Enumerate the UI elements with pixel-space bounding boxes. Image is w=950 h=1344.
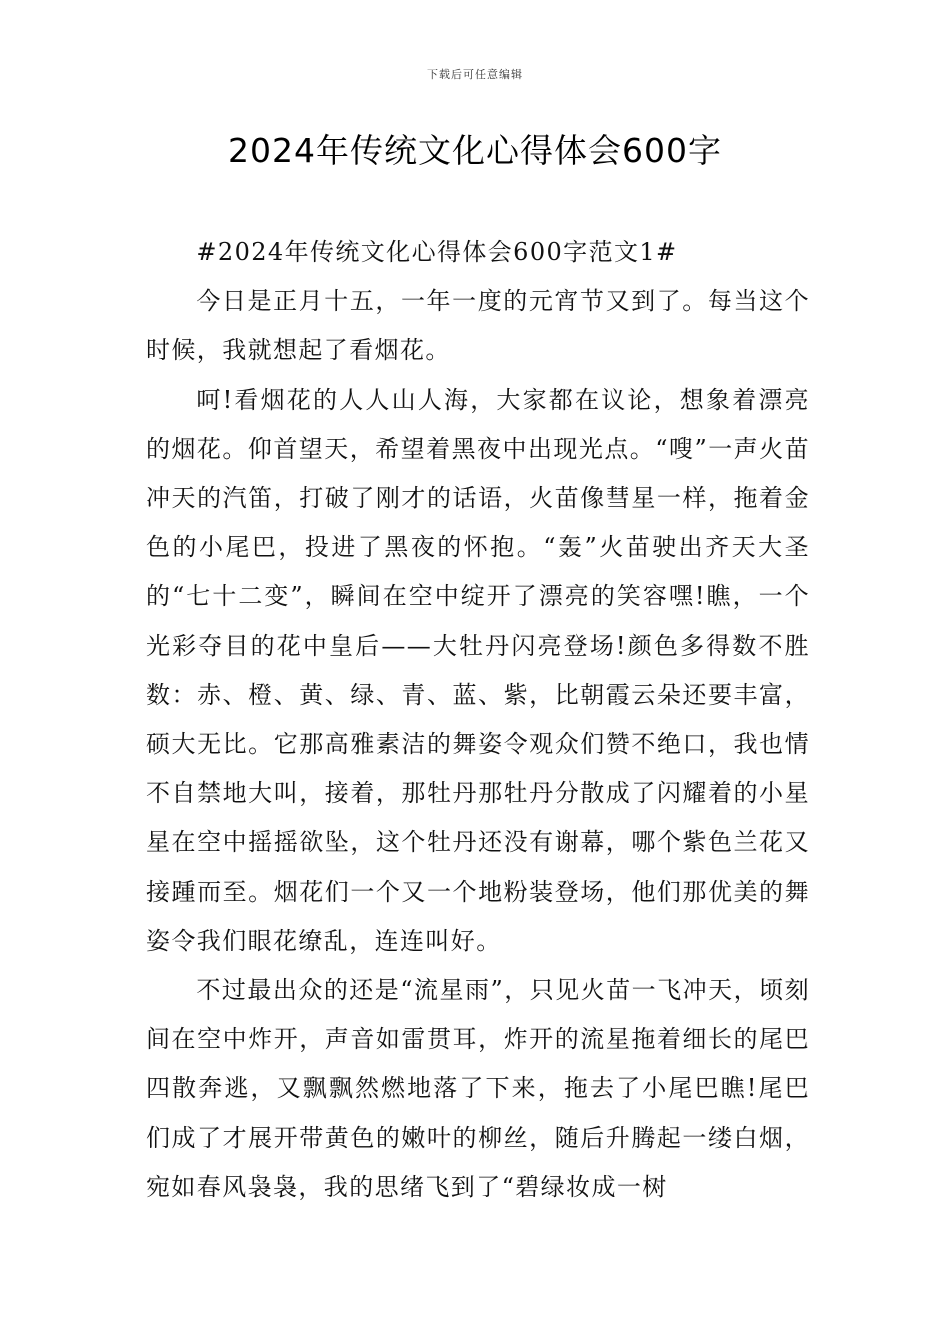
paragraph-2: 呵!看烟花的人人山人海，大家都在议论，想象着漂亮的烟花。仰首望天，希望着黑夜中出现光点。“嗖”一声火苗冲天的汽笛，打破了刚才的话语，火苗像彗星一样，拖着金色的小尾巴，投进了黑夜的怀抱。“轰”火苗驶出齐天大圣的“七十二变”，瞬间在空中绽开了漂亮的笑容嘿!瞧，一个光彩夺目的花中皇后——大牡丹闪亮登场!颜色多得数不胜数：赤、橙、黄、绿、青、蓝、紫，比朝霞云朵还要丰富，硕大无比。它那高雅素洁的舞姿令观众们赞不绝口，我也情不自禁地大叫，接着，那牡丹那牡丹分散成了闪耀着的小星星在空中摇摇欲坠，这个牡丹还没有谢幕，哪个紫色兰花又接踵而至。烟花们一个又一个地粉装登场，他们那优美的舞姿令我们眼花缭乱，连连叫好。	[146, 385, 810, 955]
section-heading: #2024年传统文化心得体会600字范文1#	[196, 238, 678, 266]
document-body	[146, 228, 810, 1212]
header-note: 下载后可任意编辑	[427, 68, 523, 81]
paragraph-3: 不过最出众的还是“流星雨”，只见火苗一飞冲天，顷刻间在空中炸开，声音如雷贯耳，炸开的流星拖着细长的尾巴四散奔逃，又飘飘然燃地落了下来，拖去了小尾巴瞧!尾巴们成了才展开带黄色的嫩叶的柳丝，随后升腾起一缕白烟，宛如春风袅袅，我的思绪飞到了“碧绿妆成一树	[146, 976, 810, 1201]
document-title: 2024年传统文化心得体会600字	[228, 131, 722, 170]
paragraph-1: 今日是正月十五，一年一度的元宵节又到了。每当这个时候，我就想起了看烟花。	[146, 287, 810, 365]
